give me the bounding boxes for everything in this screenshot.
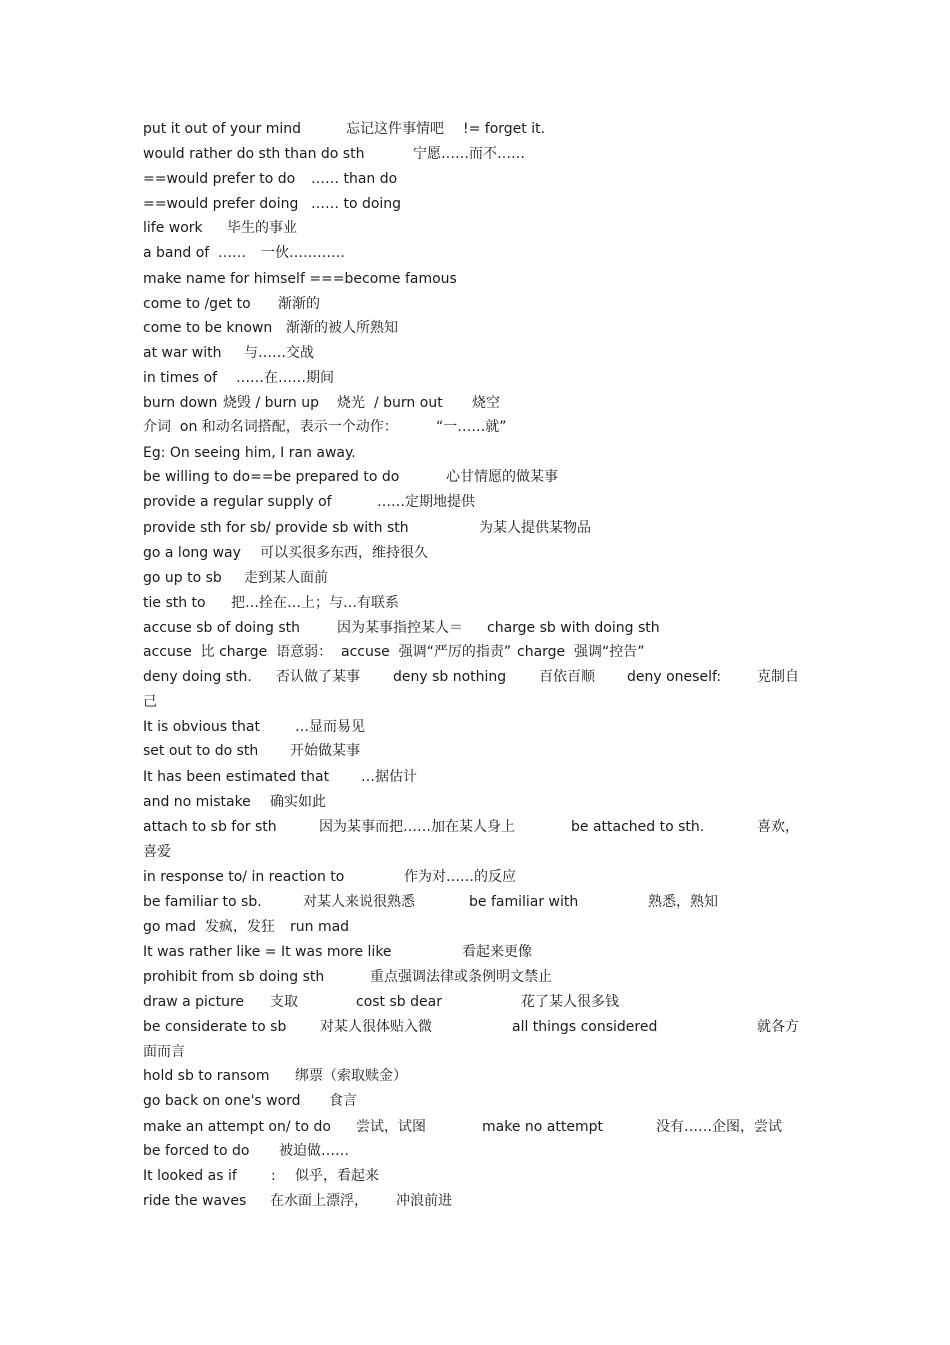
phrase-text: prohibit from sb doing sth	[143, 969, 325, 985]
phrase-text: attach to sb for sth	[143, 819, 277, 835]
phrase-text: be considerate to sb	[143, 1019, 287, 1035]
meaning-text: 心甘情愿的做某事	[446, 469, 558, 485]
phrase-text: and no mistake	[143, 794, 251, 810]
phrase-text: 介词 on 和动名词搭配，表示一个动作：	[143, 419, 398, 435]
phrase-text: tie sth to	[143, 595, 206, 611]
phrase-text: hold sb to ransom	[143, 1068, 270, 1084]
meaning-text: 烧空	[472, 395, 500, 411]
meaning-text: 渐渐的被人所熟知	[286, 320, 398, 336]
phrase-text: make an attempt on/ to do	[143, 1119, 331, 1135]
phrase-text: go mad 发疯，发狂	[143, 919, 275, 935]
phrase-text: It has been estimated that	[143, 769, 330, 785]
meaning-text: be attached to sth.	[571, 819, 705, 835]
phrase-text: at war with	[143, 345, 222, 361]
meaning-text: 否认做了某事	[276, 669, 360, 685]
meaning-text: ……	[218, 245, 246, 261]
phrase-text: deny doing sth.	[143, 669, 252, 685]
phrase-text: provide a regular supply of	[143, 494, 332, 510]
meaning-text: deny sb nothing	[393, 669, 507, 685]
phrase-text: in times of	[143, 370, 218, 386]
meaning-text: 支取	[270, 994, 298, 1010]
meaning-text: 冲浪前进	[396, 1193, 452, 1209]
meaning-text: 重点强调法律或条例明文禁止	[370, 969, 552, 985]
meaning-text: 与……交战	[244, 345, 314, 361]
phrase-text: be willing to do==be prepared to do	[143, 469, 400, 485]
meaning-text: 克制自	[757, 669, 799, 685]
meaning-text: run mad	[290, 919, 350, 935]
meaning-text: accuse 强调“严厉的指责”	[341, 644, 512, 660]
meaning-text: …显而易见	[295, 719, 365, 735]
meaning-text: 作为对……的反应	[404, 869, 516, 885]
phrase-text: 喜爱	[143, 844, 171, 860]
meaning-text: ……在……期间	[236, 370, 334, 386]
meaning-text: 烧毁 / burn up	[223, 395, 319, 411]
meaning-text: 喜欢，	[757, 819, 799, 835]
meaning-text: 渐渐的	[278, 296, 320, 312]
meaning-text: “一……就”	[436, 419, 507, 435]
phrase-text: come to /get to	[143, 296, 251, 312]
phrase-text: go up to sb	[143, 570, 222, 586]
meaning-text: :	[271, 1168, 276, 1184]
phrase-text: a band of	[143, 245, 210, 261]
phrase-text: be familiar to sb.	[143, 894, 262, 910]
meaning-text: 绑票（索取赎金）	[295, 1068, 407, 1084]
phrase-text: go back on one's word	[143, 1093, 301, 1109]
phrase-text: come to be known	[143, 320, 273, 336]
meaning-text: all things considered	[512, 1019, 658, 1035]
meaning-text: 对某人来说很熟悉	[303, 894, 415, 910]
phrase-text: 面而言	[143, 1044, 185, 1060]
phrase-text: be forced to do	[143, 1143, 250, 1159]
meaning-text: cost sb dear	[356, 994, 442, 1010]
meaning-text: 因为某事而把……加在某人身上	[319, 819, 515, 835]
meaning-text: 开始做某事	[290, 743, 360, 759]
meaning-text: 烧光	[337, 395, 365, 411]
phrase-text: put it out of your mind	[143, 121, 302, 137]
phrase-text: 己	[143, 694, 157, 710]
meaning-text: be familiar with	[469, 894, 579, 910]
meaning-text: 看起来更像	[462, 944, 532, 960]
phrase-text: make name for himself ===become famous	[143, 271, 457, 287]
meaning-text: charge sb with doing sth	[487, 620, 660, 636]
phrase-text: accuse 比 charge 语意弱：	[143, 644, 333, 660]
meaning-text: 毕生的事业	[227, 220, 297, 236]
phrase-text: accuse sb of doing sth	[143, 620, 300, 636]
meaning-text: 被迫做……	[279, 1143, 349, 1159]
phrase-text: It is obvious that	[143, 719, 260, 735]
phrase-text: Eg: On seeing him, I ran away.	[143, 445, 356, 461]
meaning-text: 熟悉，熟知	[648, 894, 718, 910]
phrase-text: It was rather like = It was more like	[143, 944, 392, 960]
phrase-text: It looked as if	[143, 1168, 237, 1184]
phrase-text: ride the waves	[143, 1193, 247, 1209]
phrase-text: go a long way	[143, 545, 241, 561]
phrase-text: provide sth for sb/ provide sb with sth	[143, 520, 409, 536]
meaning-text: 没有……企图，尝试	[656, 1119, 782, 1135]
meaning-text: 百依百顺	[539, 669, 595, 685]
phrase-text: ==would prefer to do	[143, 171, 296, 187]
meaning-text: 在水面上漂浮，	[270, 1193, 368, 1209]
meaning-text: 花了某人很多钱	[521, 994, 619, 1010]
meaning-text: 确实如此	[270, 794, 326, 810]
meaning-text: 对某人很体贴入微	[320, 1019, 432, 1035]
phrase-text: would rather do sth than do sth	[143, 146, 365, 162]
meaning-text: deny oneself:	[627, 669, 722, 685]
meaning-text: 为某人提供某物品	[479, 520, 591, 536]
meaning-text: 似乎，看起来	[295, 1168, 379, 1184]
phrase-text: burn down	[143, 395, 218, 411]
meaning-text: 可以买很多东西，维持很久	[260, 545, 428, 561]
meaning-text: 一伙…………	[261, 245, 345, 261]
meaning-text: make no attempt	[482, 1119, 603, 1135]
meaning-text: / burn out	[374, 395, 443, 411]
meaning-text: 尝试，试图	[356, 1119, 426, 1135]
meaning-text: 把…拴在…上；与…有联系	[231, 595, 399, 611]
phrase-text: ==would prefer doing	[143, 196, 299, 212]
meaning-text: != forget it.	[463, 121, 546, 137]
meaning-text: 食言	[329, 1093, 357, 1109]
meaning-text: ……定期地提供	[377, 494, 475, 510]
meaning-text: 走到某人面前	[244, 570, 328, 586]
phrase-text: draw a picture	[143, 994, 245, 1010]
meaning-text: …… to doing	[311, 196, 402, 212]
meaning-text: …… than do	[311, 171, 398, 187]
meaning-text: 就各方	[757, 1019, 799, 1035]
meaning-text: …据估计	[361, 769, 417, 785]
meaning-text: 忘记这件事情吧	[346, 121, 444, 137]
phrase-text: set out to do sth	[143, 743, 259, 759]
meaning-text: charge 强调“控告”	[517, 644, 645, 660]
phrase-text: in response to/ in reaction to	[143, 869, 345, 885]
phrase-text: life work	[143, 220, 203, 236]
meaning-text: 因为某事指控某人＝	[337, 620, 463, 636]
meaning-text: 宁愿……而不……	[413, 146, 525, 162]
